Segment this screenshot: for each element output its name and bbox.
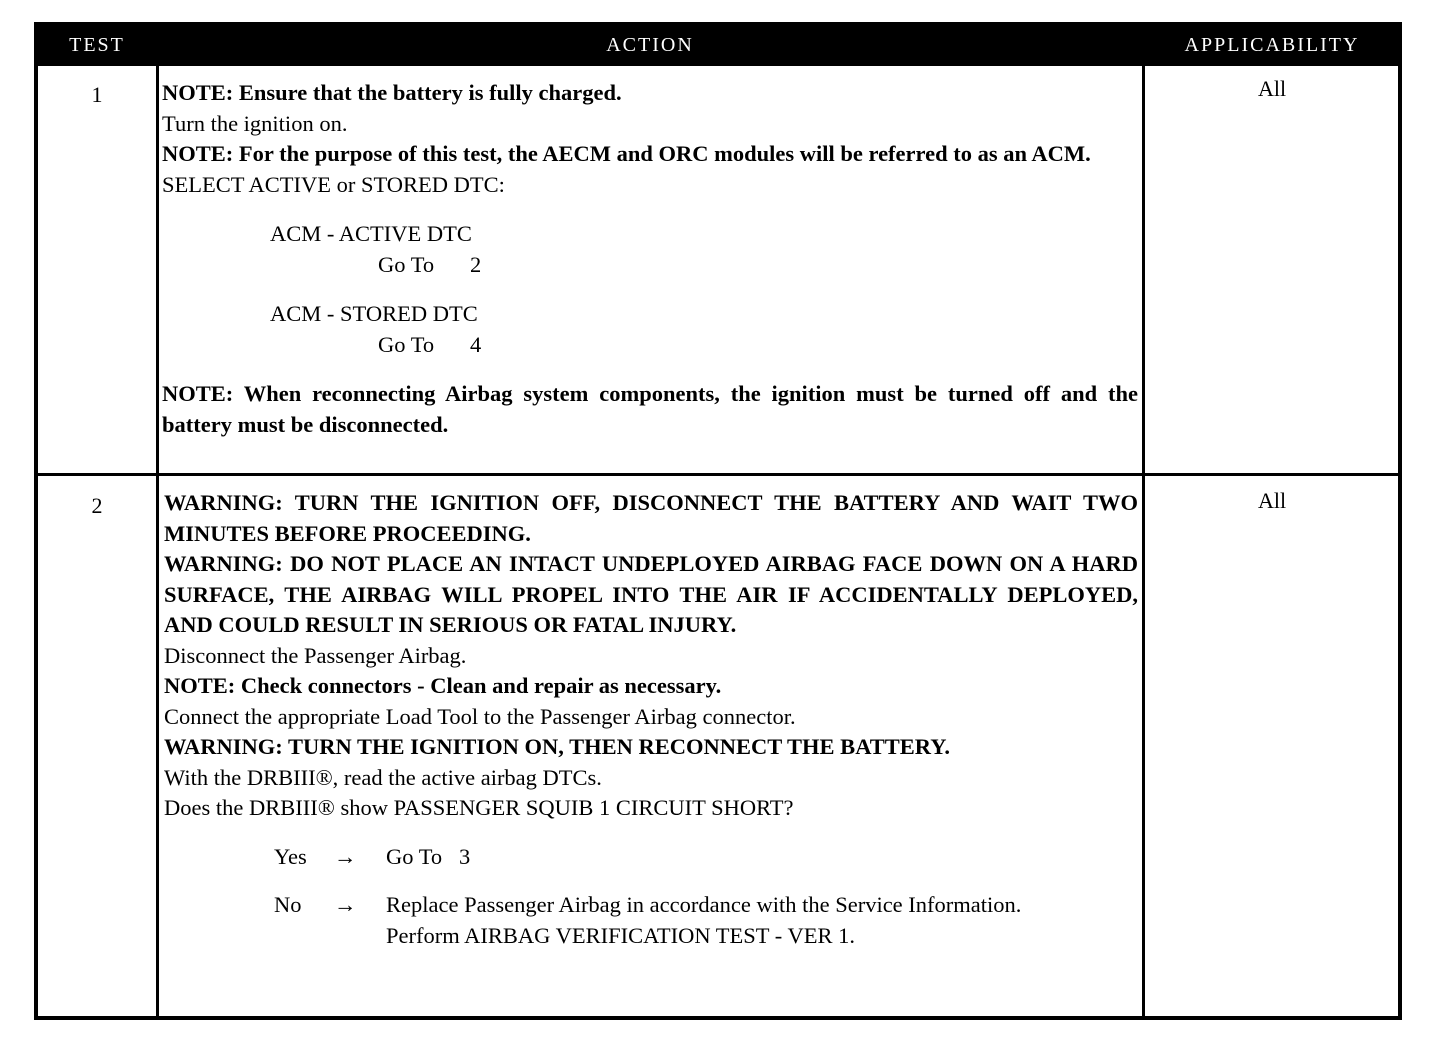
header-applicability: APPLICABILITY bbox=[1184, 34, 1360, 56]
arrow-right-icon: → bbox=[334, 892, 357, 917]
row2-no-branch bbox=[164, 890, 1138, 951]
row1-test-number: 1 bbox=[91, 82, 103, 107]
row2-warning3: WARNING: TURN THE IGNITION ON, THEN RECONNECT THE BATTERY. bbox=[164, 734, 951, 759]
goto-number: 2 bbox=[470, 251, 482, 277]
goto-label: Go To bbox=[378, 331, 435, 357]
arrow-right-icon: → bbox=[334, 843, 357, 869]
row-divider bbox=[38, 473, 1398, 476]
goto-number: 4 bbox=[470, 331, 482, 357]
row1-select: SELECT ACTIVE or STORED DTC: bbox=[162, 171, 505, 197]
table-header bbox=[38, 26, 1398, 66]
no-text-2: Perform AIRBAG VERIFICATION TEST - VER 1. bbox=[386, 922, 855, 948]
row1-action bbox=[162, 78, 1138, 440]
yes-label: Yes bbox=[274, 843, 307, 869]
row2-step3: With the DRBIII®, read the active airbag DTCs. bbox=[164, 764, 602, 790]
row1-option-active-goto bbox=[162, 250, 1138, 281]
goto-label: Go To bbox=[378, 251, 435, 277]
row1-note2: NOTE: For the purpose of this test, the AECM and ORC modules will be referred to as an ACM. bbox=[162, 141, 1091, 166]
row2-warning2: WARNING: DO NOT PLACE AN INTACT UNDEPLOYED AIRBAG FACE DOWN ON A HARD SURFACE, THE AIRBAG WILL PROPEL INTO THE AIR IF ACCIDENTALLY DEPLOYED, AND COULD RESULT IN SERIOUS OR FATAL INJURY. bbox=[164, 551, 1138, 637]
row1-step1: Turn the ignition on. bbox=[162, 110, 348, 136]
row2-action bbox=[164, 488, 1138, 951]
row2-step1: Disconnect the Passenger Airbag. bbox=[164, 642, 467, 668]
row2-warning1: WARNING: TURN THE IGNITION OFF, DISCONNECT THE BATTERY AND WAIT TWO MINUTES BEFORE PROCEEDING. bbox=[164, 490, 1138, 546]
yes-text: Go To 3 bbox=[386, 843, 471, 869]
row1-note3: NOTE: When reconnecting Airbag system components, the ignition must be turned off and the battery must be disconnected. bbox=[162, 381, 1138, 437]
no-text-1: Replace Passenger Airbag in accordance with the Service Information. bbox=[386, 892, 1022, 917]
column-divider-applicability bbox=[1142, 66, 1145, 1016]
row2-step2: Connect the appropriate Load Tool to the Passenger Airbag connector. bbox=[164, 703, 796, 729]
header-test: TEST bbox=[69, 34, 125, 56]
row2-note1: NOTE: Check connectors - Clean and repair as necessary. bbox=[164, 673, 722, 698]
column-divider-test bbox=[156, 66, 159, 1016]
row1-option-stored: ACM - STORED DTC bbox=[270, 301, 478, 326]
header-action: ACTION bbox=[606, 34, 694, 56]
row1-option-active: ACM - ACTIVE DTC bbox=[270, 221, 472, 246]
row2-applicability: All bbox=[1257, 488, 1287, 513]
row1-applicability: All bbox=[1257, 76, 1287, 101]
row2-test-number: 2 bbox=[91, 493, 103, 518]
row2-question: Does the DRBIII® show PASSENGER SQUIB 1 CIRCUIT SHORT? bbox=[164, 795, 794, 820]
row1-option-stored-goto bbox=[162, 330, 1138, 361]
no-label: No bbox=[274, 892, 302, 917]
row1-note1: NOTE: Ensure that the battery is fully charged. bbox=[162, 80, 622, 105]
row2-yes-branch bbox=[164, 842, 1138, 873]
test-table bbox=[34, 22, 1402, 1020]
